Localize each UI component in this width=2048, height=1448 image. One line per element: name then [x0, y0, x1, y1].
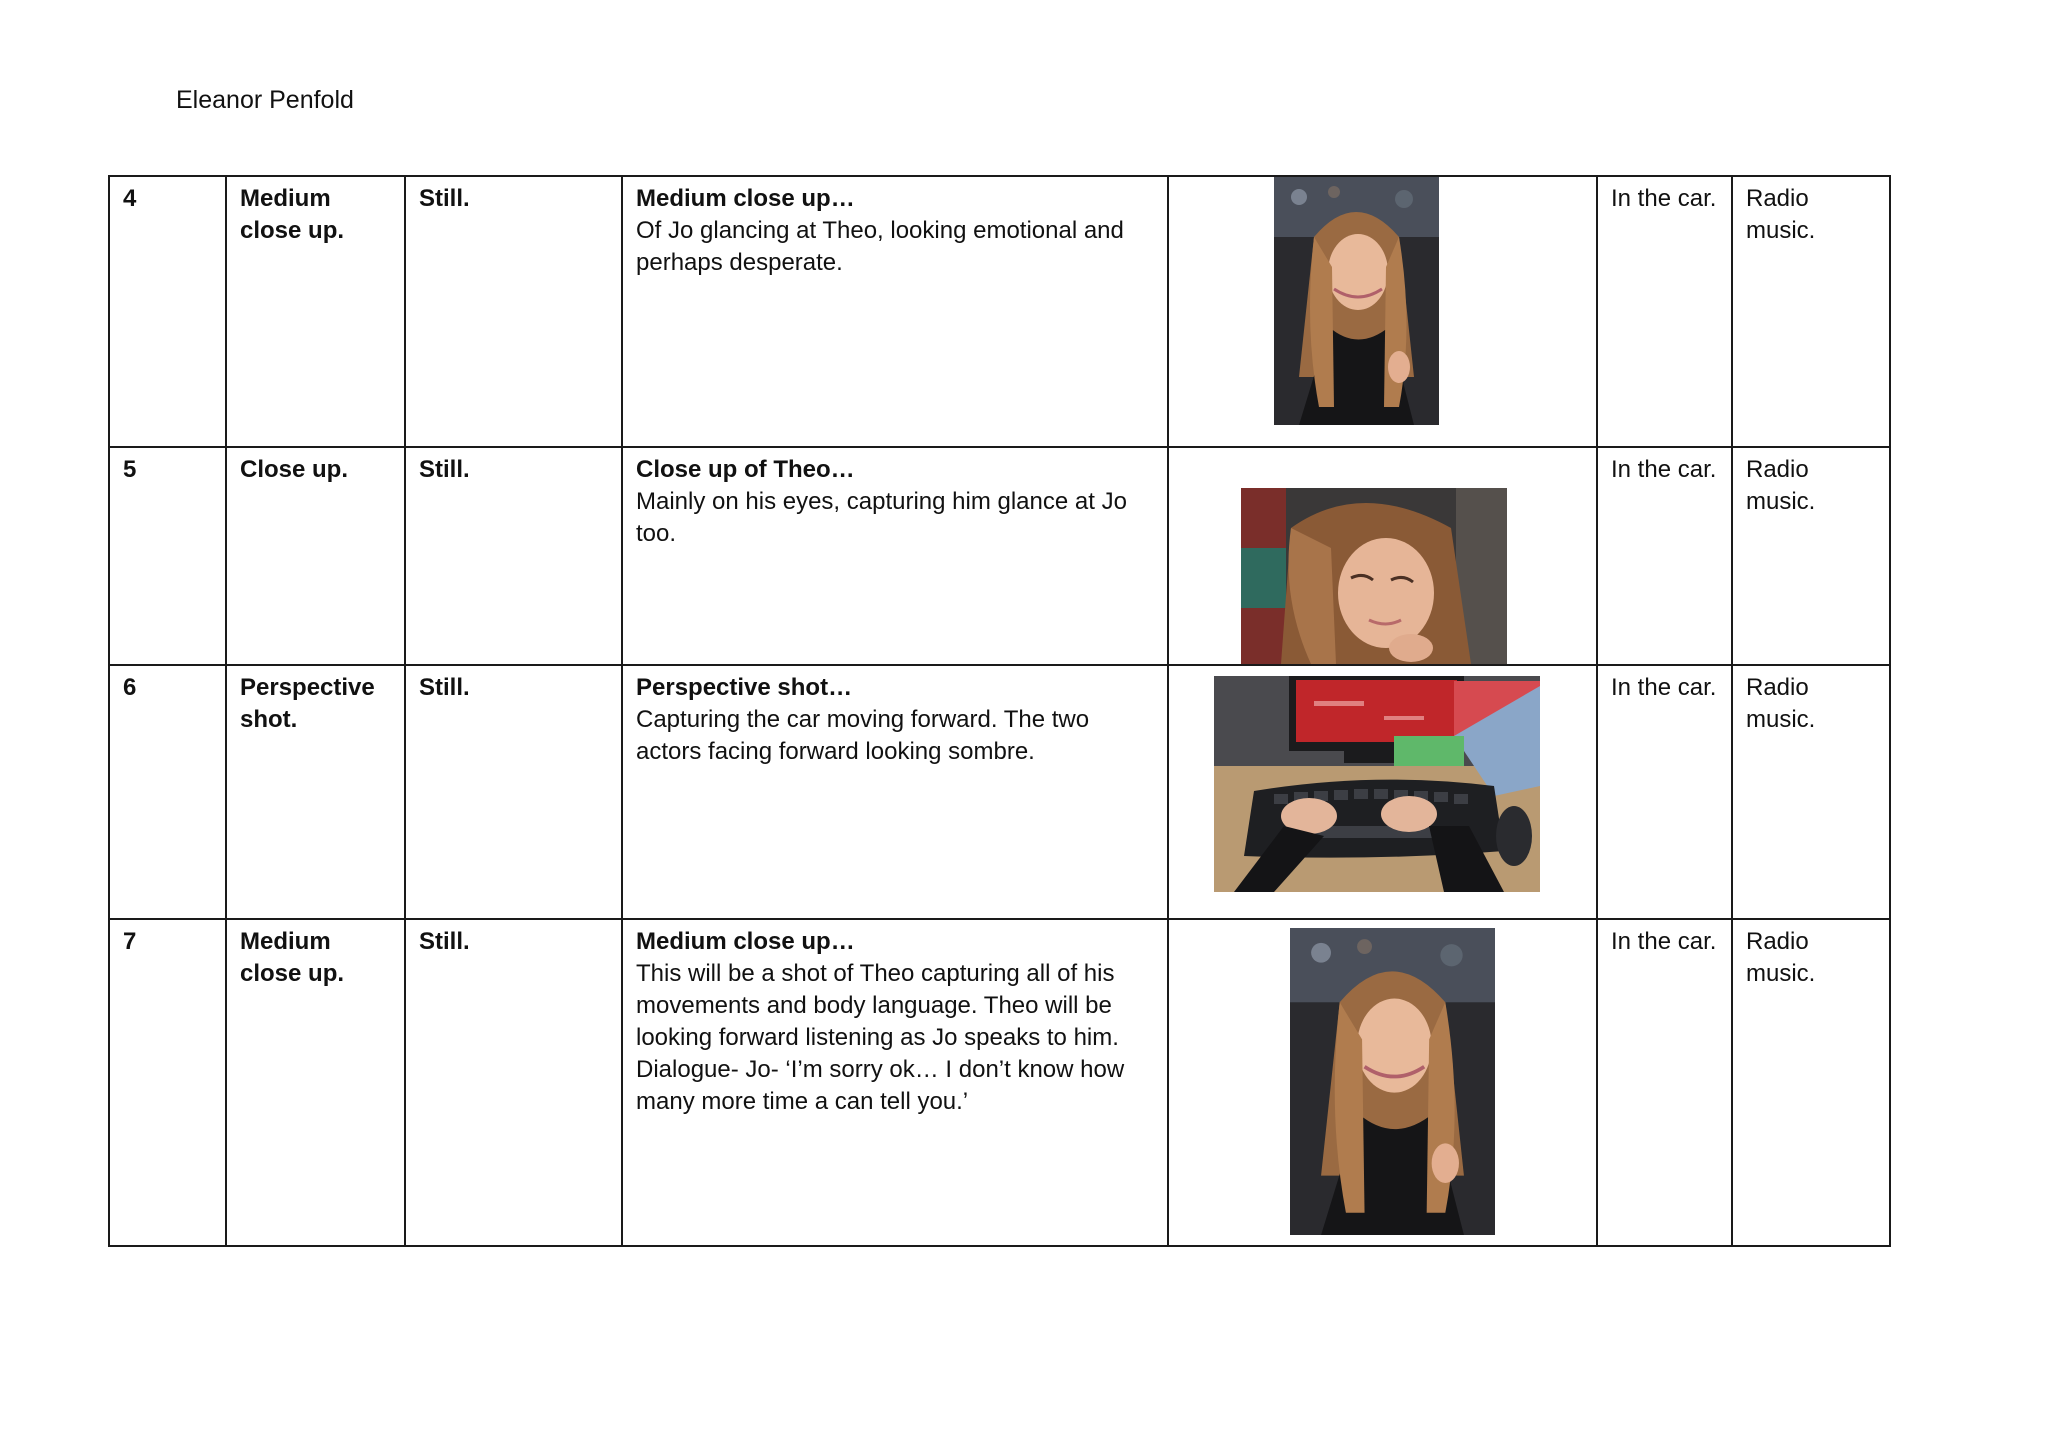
camera-movement: Still. — [405, 665, 622, 919]
shot-description — [622, 447, 1168, 665]
shot-description — [622, 665, 1168, 919]
shot-type: Perspective shot. — [226, 665, 405, 919]
description-heading: Medium close up… — [636, 185, 855, 212]
girl-looking-down-photo — [1241, 488, 1507, 664]
description-heading: Medium close up… — [636, 928, 855, 955]
table-row — [109, 176, 1890, 447]
shot-type: Medium close up. — [226, 176, 405, 447]
shot-type: Medium close up. — [226, 919, 405, 1246]
shot-number: 6 — [109, 665, 226, 919]
shot-sound: Radio music. — [1732, 176, 1890, 447]
shot-image-cell — [1168, 176, 1597, 447]
description-text: Capturing the car moving forward. The two actors facing forward looking sombre. — [636, 706, 1090, 765]
shot-location: In the car. — [1597, 919, 1732, 1246]
shot-number: 7 — [109, 919, 226, 1246]
camera-movement: Still. — [405, 176, 622, 447]
shot-image-cell — [1168, 447, 1597, 665]
shot-type: Close up. — [226, 447, 405, 665]
shot-location: In the car. — [1597, 447, 1732, 665]
hands-on-keyboard-photo — [1214, 676, 1540, 892]
shot-description — [622, 176, 1168, 447]
shot-image-cell — [1168, 919, 1597, 1246]
shot-number: 4 — [109, 176, 226, 447]
table-row — [109, 919, 1890, 1246]
shot-number: 5 — [109, 447, 226, 665]
girl-smiling-photo — [1274, 177, 1439, 425]
storyboard-table — [108, 175, 1891, 1247]
description-text: This will be a shot of Theo capturing all of his movements and body language. Theo will be looking forward listening as Jo speaks to him. Dialogue- Jo- ‘I’m sorry ok… I don’t know how many more time a can tell you.’ — [636, 960, 1125, 1115]
description-heading: Perspective shot… — [636, 674, 853, 701]
table-row — [109, 447, 1890, 665]
camera-movement: Still. — [405, 447, 622, 665]
shot-image-cell — [1168, 665, 1597, 919]
description-heading: Close up of Theo… — [636, 456, 855, 483]
girl-smiling-photo — [1290, 928, 1495, 1235]
shot-location: In the car. — [1597, 665, 1732, 919]
author-name: Eleanor Penfold — [176, 86, 354, 114]
table-row — [109, 665, 1890, 919]
shot-location: In the car. — [1597, 176, 1732, 447]
shot-sound: Radio music. — [1732, 665, 1890, 919]
shot-description — [622, 919, 1168, 1246]
camera-movement: Still. — [405, 919, 622, 1246]
shot-sound: Radio music. — [1732, 447, 1890, 665]
description-text: Mainly on his eyes, capturing him glance at Jo too. — [636, 488, 1127, 547]
description-text: Of Jo glancing at Theo, looking emotional and perhaps desperate. — [636, 217, 1124, 276]
shot-sound: Radio music. — [1732, 919, 1890, 1246]
